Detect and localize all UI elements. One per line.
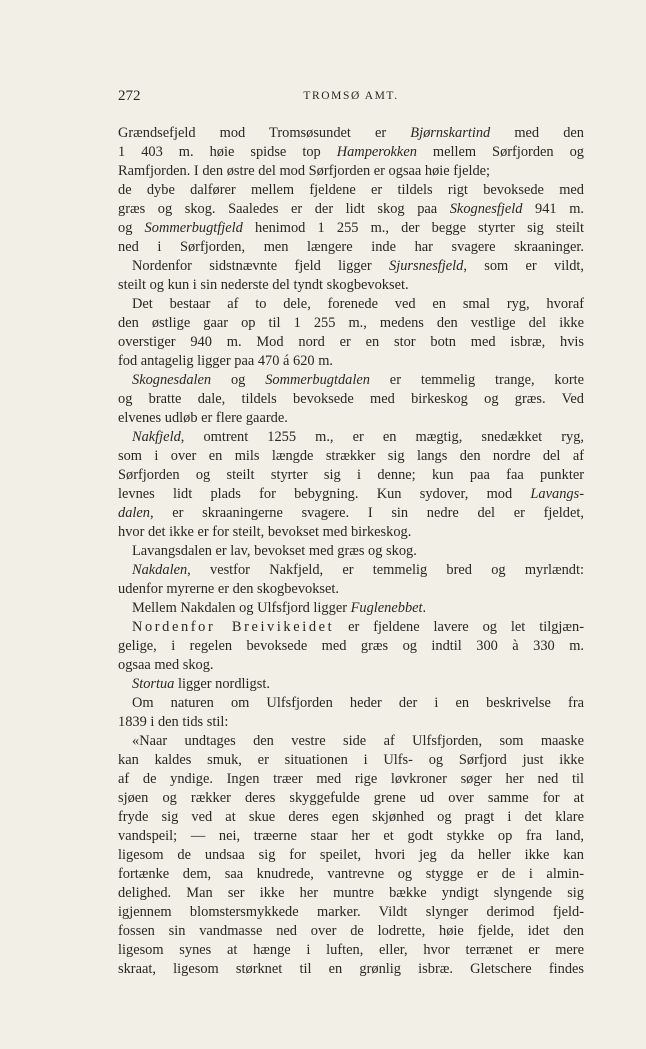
text-line: Mellem Nakdalen og Ulfsfjord ligger Fuglenebbet. bbox=[132, 600, 427, 616]
text-line: delighed. Man ser ikke her muntre bække yndigt slyngende sig bbox=[118, 885, 584, 901]
text-line: de dybe dalfører mellem fjeldene er tildels rigt bevoksede med bbox=[118, 182, 584, 198]
text-line: «Naar undtages den vestre side af Ulfsfjorden, som maaske bbox=[132, 733, 584, 749]
text-line: elvenes udløb er flere gaarde. bbox=[118, 410, 288, 426]
text-line: sjøen og rækker deres skyggefulde grene ud over samme for at bbox=[118, 790, 584, 806]
text-line: Om naturen om Ulfsfjorden heder der i en beskrivelse fra bbox=[132, 695, 584, 711]
text-line: 1 403 m. høie spidse top Hamperokken mellem Sørfjorden og bbox=[118, 144, 584, 160]
text-line: og Sommerbugtfjeld henimod 1 255 m., der begge styrter sig steilt bbox=[118, 220, 584, 236]
text-line: gelige, i regelen bevoksede med græs og indtil 300 à 330 m. bbox=[118, 638, 584, 654]
page-number: 272 bbox=[118, 88, 141, 104]
text-line: Nakdalen, vestfor Nakfjeld, er temmelig bred og myrlændt: bbox=[132, 562, 584, 578]
text-line: kan kaldes smuk, er situationen i Ulfs- og Sørfjord just ikke bbox=[118, 752, 584, 768]
text-line: Skognesdalen og Sommerbugtdalen er temmelig trange, korte bbox=[132, 372, 584, 388]
text-line: ligesom synes at hænge i luften, eller, hvor terrænet er mere bbox=[118, 942, 584, 958]
text-line: af de yndige. Ingen træer med rige løvkroner søger her ned til bbox=[118, 771, 584, 787]
text-line: 1839 i den tids stil: bbox=[118, 714, 229, 730]
text-line: steilt og kun i sin nederste del tyndt skogbevokset. bbox=[118, 277, 409, 293]
text-line: ligesom de undsaa sig for speilet, hvori jeg da heller ikke kan bbox=[118, 847, 584, 863]
text-line: fod antagelig ligger paa 470 á 620 m. bbox=[118, 353, 333, 369]
running-title: TROMSØ AMT. bbox=[303, 90, 399, 102]
text-line: fryde sig ved at skue deres egen skjønhed og pragt i det klare bbox=[118, 809, 584, 825]
text-line: levnes lidt plads for bebygning. Kun sydover, mod Lavangs- bbox=[118, 486, 584, 502]
text-line: Stortua ligger nordligst. bbox=[132, 676, 270, 692]
text-line: Det bestaar af to dele, forenede ved en smal ryg, hvoraf bbox=[132, 296, 584, 312]
text-line: fortænke dem, saa knudrede, vantrevne og stygge er de i almin- bbox=[118, 866, 584, 882]
text-line: hvor det ikke er for steilt, bevokset med birkeskog. bbox=[118, 524, 412, 540]
page-header bbox=[118, 88, 584, 108]
text-line: Lavangsdalen er lav, bevokset med græs og skog. bbox=[132, 543, 417, 559]
text-line: udenfor myrerne er den skogbevokset. bbox=[118, 581, 339, 597]
text-line: Grændsefjeld mod Tromsøsundet er Bjørnskartind med den bbox=[118, 125, 584, 141]
text-line: Nordenfor Breivikeidet er fjeldene lavere og let tilgjæn- bbox=[132, 619, 584, 635]
text-line: græs og skog. Saaledes er der lidt skog paa Skognesfjeld 941 m. bbox=[118, 201, 584, 217]
text-line: vandspeil; — nei, træerne staar her et godt stykke op fra land, bbox=[118, 828, 584, 844]
text-line: ogsaa med skog. bbox=[118, 657, 214, 673]
text-line: Nakfjeld, omtrent 1255 m., er en mægtig, snedækket ryg, bbox=[132, 429, 584, 445]
text-line: Sørfjorden og steilt styrter sig i denne; kun paa faa punkter bbox=[118, 467, 584, 483]
text-line: og bratte dale, tildels bevoksede med birkeskog og græs. Ved bbox=[118, 391, 584, 407]
text-line: Ramfjorden. I den østre del mod Sørfjorden er ogsaa høie fjelde; bbox=[118, 163, 491, 179]
text-line: ned i Sørfjorden, men længere inde har svagere skraaninger. bbox=[118, 239, 584, 255]
text-line: Nordenfor sidstnævnte fjeld ligger Sjursnesfjeld, som er vildt, bbox=[132, 258, 584, 274]
text-line: overstiger 940 m. Mod nord er en stor botn med isbræ, hvis bbox=[118, 334, 584, 350]
text-line: skraat, ligesom størknet til en grønlig isbræ. Gletschere findes bbox=[118, 961, 584, 977]
text-line: fossen sin vandmasse ned over de lodrette, høie fjelde, idet den bbox=[118, 923, 584, 939]
body-text bbox=[118, 124, 584, 979]
text-line: den østlige gaar op til 1 255 m., medens den vestlige del ikke bbox=[118, 315, 584, 331]
text-line: dalen, er skraaningerne svagere. I sin nedre del er fjeldet, bbox=[118, 505, 584, 521]
text-line: som i over en mils længde strækker sig langs den nordre del af bbox=[118, 448, 584, 464]
text-line: igjennem blomstersmykkede marker. Vildt slynger derimod fjeld- bbox=[118, 904, 584, 920]
